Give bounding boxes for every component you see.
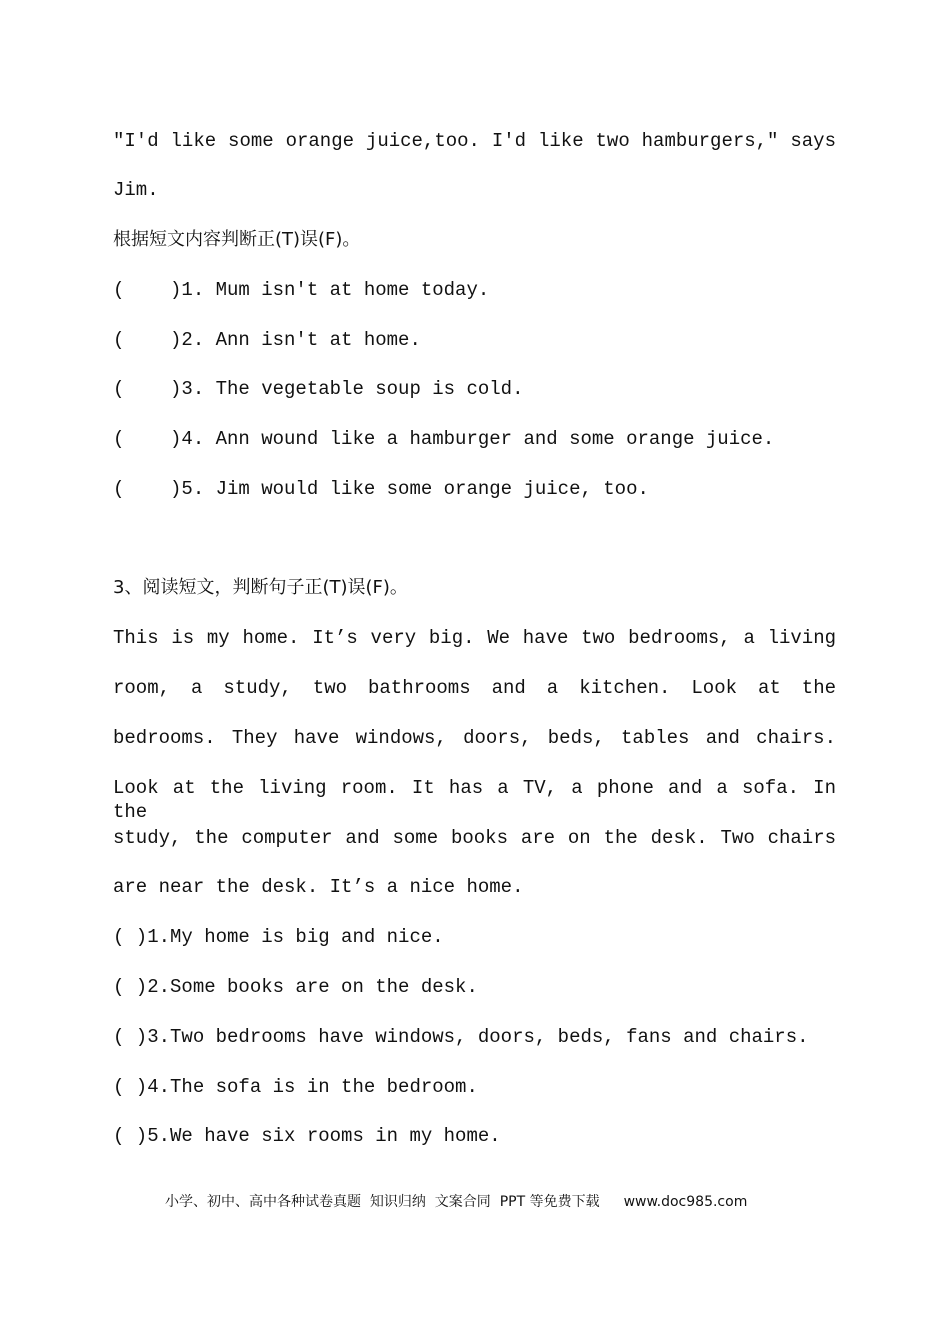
question-item: ( )4. Ann wound like a hamburger and some orange juice. [113,428,775,450]
footer-url[interactable]: www.doc985.com [623,1194,748,1210]
question-item: ( )3. The vegetable soup is cold. [113,378,524,400]
question-item: ( )1. Mum isn't at home today. [113,279,490,301]
question-item: ( )1.My home is big and nice. [113,926,444,948]
passage-line: room, a study, two bathrooms and a kitchen. Look at the [113,677,836,699]
passage-line: study, the computer and some books are on the desk. Two chairs [113,827,836,849]
passage-line: bedrooms. They have windows, doors, beds, tables and chairs. [113,727,836,749]
passage-line: are near the desk. It’s a nice home. [113,876,524,898]
task-instruction: 根据短文内容判断正(T)误(F)。 [113,229,361,250]
passage-line: Look at the living room. It has a TV, a phone and a sofa. In the [113,777,836,823]
passage-line: This is my home. It’s very big. We have two bedrooms, a living [113,627,836,649]
question-item: ( )3.Two bedrooms have windows, doors, beds, fans and chairs. [113,1026,809,1048]
question-item: ( )2.Some books are on the desk. [113,976,478,998]
page-footer [165,1191,747,1211]
question-item: ( )5.We have six rooms in my home. [113,1125,501,1147]
question-item: ( )4.The sofa is in the bedroom. [113,1076,478,1098]
section-heading: 3、阅读短文，判断句子正(T)误(F)。 [113,577,408,598]
question-item: ( )5. Jim would like some orange juice, too. [113,478,649,500]
question-item: ( )2. Ann isn't at home. [113,329,421,351]
passage-line: Jim. [113,179,159,201]
footer-text: 小学、初中、高中各种试卷真题 知识归纳 文案合同 PPT 等免费下载 [165,1194,600,1210]
passage-line: "I'd like some orange juice,too. I'd like two hamburgers," says [113,130,836,152]
